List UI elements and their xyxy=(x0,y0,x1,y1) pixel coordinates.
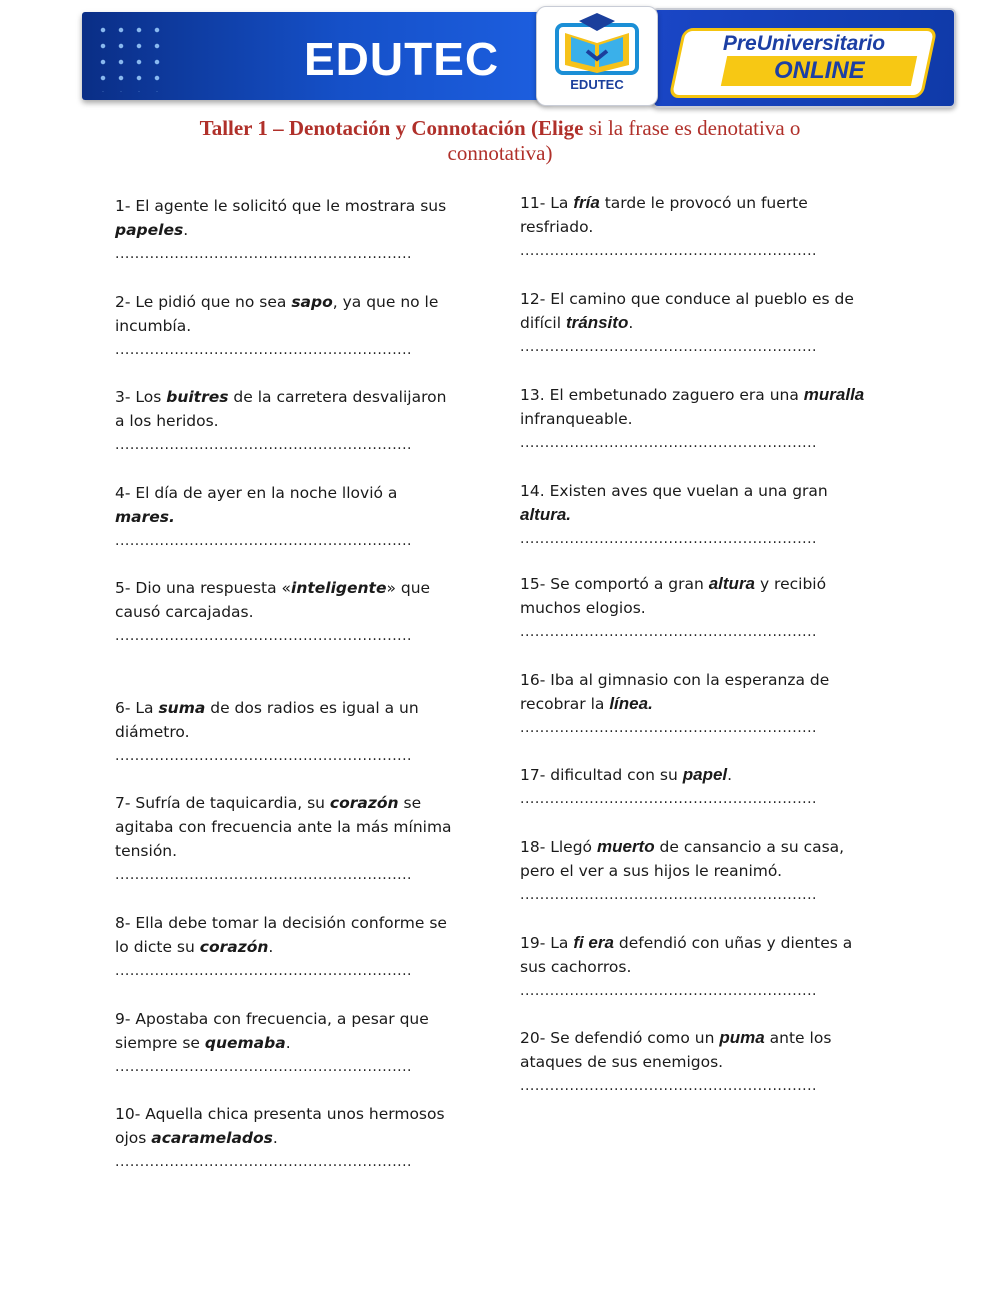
exercise-item-4 xyxy=(115,481,460,553)
item-keyword: sapo xyxy=(291,293,333,311)
exercise-item-19 xyxy=(520,931,865,1003)
item-keyword: mares. xyxy=(115,508,175,526)
answer-line[interactable]: ............................................................ xyxy=(520,1078,818,1094)
answer-line[interactable]: ............................................................ xyxy=(520,435,818,451)
item-keyword: corazón xyxy=(199,938,269,956)
answer-line[interactable]: ............................................................ xyxy=(520,983,818,999)
item-text: 20- Se defendió como un xyxy=(520,1029,720,1047)
answer-line[interactable]: ............................................................ xyxy=(115,963,413,979)
answer-line[interactable]: ............................................................ xyxy=(115,867,413,883)
item-text: 11- La xyxy=(520,194,574,212)
answer-line[interactable]: ............................................................ xyxy=(115,437,413,453)
answer-line[interactable]: ............................................................ xyxy=(520,339,818,355)
exercise-item-11 xyxy=(520,191,865,263)
item-keyword: altura xyxy=(708,574,756,593)
item-keyword: muerto xyxy=(596,837,655,856)
item-keyword: línea. xyxy=(609,694,653,713)
item-text-end: infranqueable. xyxy=(520,410,633,428)
exercise-item-18 xyxy=(520,835,865,907)
item-text-end: . xyxy=(268,938,274,956)
item-text: 13. El embetunado zaguero era una xyxy=(520,386,804,404)
item-keyword: altura. xyxy=(520,505,572,524)
item-text: 19- La xyxy=(520,934,574,952)
item-text: 15- Se comportó a gran xyxy=(520,575,709,593)
book-monitor-icon xyxy=(551,11,643,81)
item-text: 14. Existen aves que vuelan a una gran xyxy=(520,482,828,500)
answer-line[interactable]: ............................................................ xyxy=(115,628,413,644)
exercise-item-7 xyxy=(115,791,460,887)
answer-line[interactable]: ............................................................ xyxy=(520,887,818,903)
item-text: 7- Sufría de taquicardia, su xyxy=(115,794,330,812)
item-keyword: inteligente xyxy=(291,579,387,597)
item-text-end: y recibió muchos elogios. xyxy=(520,575,827,617)
item-text-end: . xyxy=(272,1129,278,1147)
exercise-item-17 xyxy=(520,763,865,811)
item-keyword: muralla xyxy=(803,385,865,404)
badge-line-1: PreUniversitario xyxy=(722,32,886,55)
exercise-item-9 xyxy=(115,1007,460,1079)
item-text-end: . xyxy=(183,221,189,239)
exercise-item-15 xyxy=(520,572,865,644)
item-text-end: defendió con uñas y dientes a sus cachorros. xyxy=(520,934,853,976)
answer-line[interactable]: ............................................................ xyxy=(115,246,413,262)
item-text: 6- La xyxy=(115,699,159,717)
dot-pattern xyxy=(94,22,164,92)
item-keyword: acaramelados xyxy=(151,1129,273,1147)
answer-line[interactable]: ............................................................ xyxy=(115,1154,413,1170)
item-text: 12- El camino que conduce al pueblo es de difícil xyxy=(520,290,854,332)
item-text-end: de dos radios es igual a un diámetro. xyxy=(115,699,419,741)
item-text-end: , ya que no le incumbía. xyxy=(115,293,439,335)
exercise-item-2 xyxy=(115,290,460,362)
answer-line[interactable]: ............................................................ xyxy=(115,748,413,764)
item-keyword: corazón xyxy=(329,794,399,812)
exercise-item-8 xyxy=(115,911,460,983)
answer-line[interactable]: ............................................................ xyxy=(520,791,818,807)
page-title xyxy=(150,116,850,166)
logo-label: EDUTEC xyxy=(570,77,624,92)
item-text: 4- El día de ayer en la noche llovió a xyxy=(115,484,398,502)
item-text: 9- Apostaba con frecuencia, a pesar que siempre se xyxy=(115,1010,429,1052)
exercise-item-1 xyxy=(115,194,460,266)
preuniversitario-badge xyxy=(652,8,956,108)
item-text-end: se agitaba con frecuencia ante la más mínima tensión. xyxy=(115,794,452,860)
item-text: 8- Ella debe tomar la decisión conforme se lo dicte su xyxy=(115,914,447,956)
answer-line[interactable]: ............................................................ xyxy=(115,342,413,358)
item-keyword: fría xyxy=(573,193,600,212)
exercise-item-20 xyxy=(520,1026,865,1098)
item-keyword: tránsito xyxy=(565,313,629,332)
exercise-item-12 xyxy=(520,287,865,359)
item-keyword: papel xyxy=(682,765,728,784)
exercise-item-14 xyxy=(520,479,865,551)
item-text-end: . xyxy=(628,314,634,332)
header-banner xyxy=(82,12,954,106)
answer-line[interactable]: ............................................................ xyxy=(520,243,818,259)
item-text: 5- Dio una respuesta « xyxy=(115,579,292,597)
item-keyword: suma xyxy=(158,699,206,717)
item-keyword: papeles xyxy=(115,221,184,239)
banner-blue-panel xyxy=(82,12,552,100)
item-text-end: de la carretera desvalijaron a los heridos. xyxy=(115,388,447,430)
exercise-item-5 xyxy=(115,576,460,648)
item-text-end: de cansancio a su casa, pero el ver a sus hijos le reanimó. xyxy=(520,838,845,880)
answer-line[interactable]: ............................................................ xyxy=(520,624,818,640)
badge-line-2-box xyxy=(721,56,917,86)
exercise-item-3 xyxy=(115,385,460,457)
item-keyword: fi era xyxy=(573,933,614,952)
title-rest: si la frase es denotativa o connotativa) xyxy=(447,116,801,165)
brand-title: EDUTEC xyxy=(304,33,500,85)
item-text: 18- Llegó xyxy=(520,838,597,856)
item-text-end: . xyxy=(727,766,733,784)
edutec-logo xyxy=(536,6,658,106)
item-keyword: quemaba xyxy=(204,1034,286,1052)
item-text: 10- Aquella chica presenta unos hermosos ojos xyxy=(115,1105,445,1147)
answer-line[interactable]: ............................................................ xyxy=(115,1059,413,1075)
exercise-item-13 xyxy=(520,383,865,455)
item-text: 17- dificultad con su xyxy=(520,766,683,784)
item-text: 16- Iba al gimnasio con la esperanza de recobrar la xyxy=(520,671,830,713)
badge-line-2: ONLINE xyxy=(773,57,865,84)
item-text-end: ante los ataques de sus enemigos. xyxy=(520,1029,832,1071)
item-text: 2- Le pidió que no sea xyxy=(115,293,292,311)
answer-line[interactable]: ............................................................ xyxy=(115,533,413,549)
exercise-item-6 xyxy=(115,696,460,768)
answer-line[interactable]: ............................................................ xyxy=(520,531,818,547)
exercise-item-16 xyxy=(520,668,865,740)
item-text-end: . xyxy=(285,1034,291,1052)
item-keyword: buitres xyxy=(166,388,229,406)
item-keyword: puma xyxy=(719,1028,765,1047)
item-text: 3- Los xyxy=(115,388,167,406)
item-text-end: tarde le provocó un fuerte resfriado. xyxy=(520,194,808,236)
title-bold: Taller 1 – Denotación y Connotación (Elige xyxy=(199,116,584,140)
item-text: 1- El agente le solicitó que le mostrara sus xyxy=(115,197,447,215)
exercise-item-10 xyxy=(115,1102,460,1174)
answer-line[interactable]: ............................................................ xyxy=(520,720,818,736)
item-text-end: » que causó carcajadas. xyxy=(115,579,431,621)
